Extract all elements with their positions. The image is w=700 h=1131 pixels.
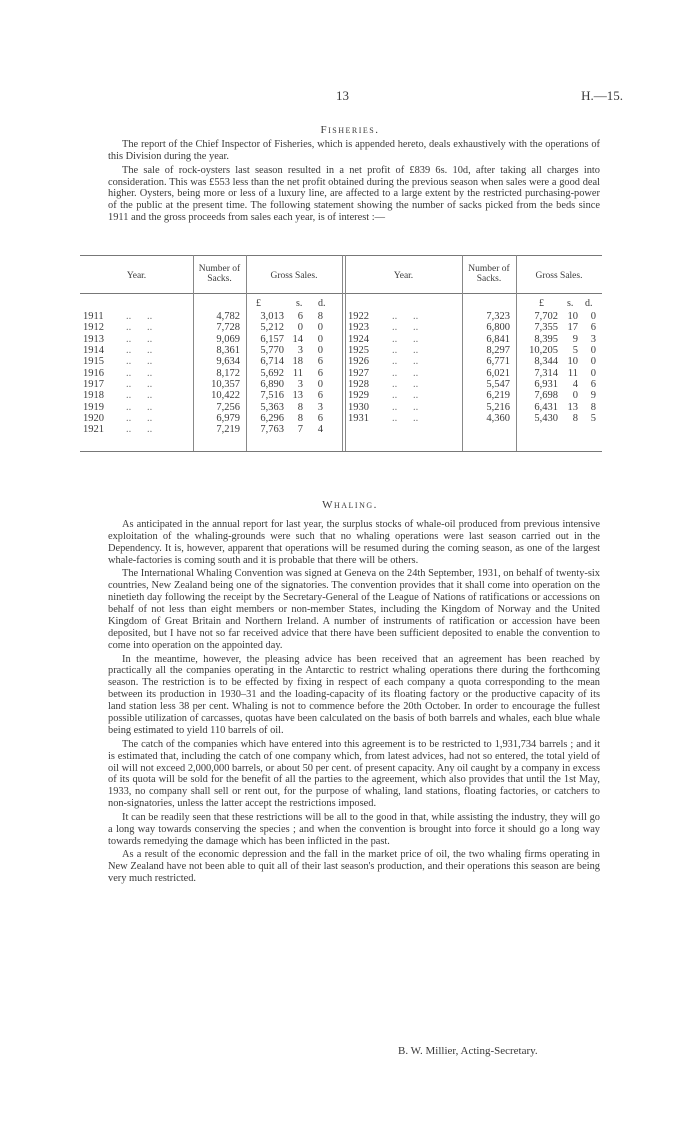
table-cell-year: 1929 bbox=[348, 390, 369, 402]
leader-dots: .. .. bbox=[392, 413, 419, 425]
table-cell-s: 10 bbox=[567, 311, 578, 322]
table-cell-d: 5 bbox=[590, 413, 596, 425]
header-sacks-line1: Number of bbox=[468, 264, 510, 274]
table-cell-s: 13 bbox=[292, 390, 303, 402]
leader-dots: .. .. bbox=[126, 367, 153, 379]
table-cell-d: 6 bbox=[317, 390, 323, 402]
table-cell-s: 17 bbox=[567, 322, 578, 334]
table-cell-d: 0 bbox=[317, 379, 323, 391]
whaling-paragraph: As anticipated in the annual report for last year, the surplus stocks of whale-oil produced from previous intensive exploitation of the whaling-grounds were such that no whaling operations were last season carried out in the Dependency. It is, however, apparent that operations will be resumed during the coming season, as one of the largest whale-factories is coming south and it is probable that there will be others. bbox=[108, 519, 600, 566]
table-cell-sacks: 6,800 bbox=[486, 322, 510, 334]
left-shillings-column bbox=[288, 311, 303, 436]
table-cell-year: 1915 bbox=[83, 356, 104, 368]
table-divider bbox=[516, 255, 517, 451]
table-cell-s: 6 bbox=[297, 311, 303, 322]
table-cell-l: 7,698 bbox=[534, 390, 558, 402]
fisheries-paragraph: The sale of rock-oysters last season resulted in a net profit of £839 6s. 10d, after taking all charges into consideration. This was £553 less than the net profit obtained during the previous season when sales were a good deal higher. Oysters, being more or less of a luxury line, are affected to a large extent by the restricted purchasing-power of the public at the present time. The following statement showing the number of sacks picked from the beds since 1911 and the gross proceeds from sales each year, is of interest :— bbox=[108, 164, 600, 224]
fisheries-text bbox=[108, 139, 600, 226]
table-header-rule bbox=[80, 293, 602, 294]
table-cell-sacks: 7,323 bbox=[486, 311, 510, 322]
table-cell-d: 4 bbox=[317, 424, 323, 436]
table-cell-sacks: 9,069 bbox=[216, 333, 240, 345]
table-cell-l: 7,763 bbox=[260, 424, 284, 436]
leader-dots: .. .. bbox=[392, 311, 419, 322]
table-cell-d: 9 bbox=[590, 390, 596, 402]
right-shillings-column bbox=[562, 311, 578, 424]
table-cell-sacks: 7,728 bbox=[216, 322, 240, 334]
left-pence-column bbox=[309, 311, 323, 436]
header-sacks-line2: Sacks. bbox=[207, 274, 232, 284]
table-cell-sacks: 7,256 bbox=[216, 401, 240, 413]
table-cell-year: 1925 bbox=[348, 345, 369, 357]
right-pence-column bbox=[582, 311, 596, 424]
table-divider bbox=[246, 255, 247, 451]
table-cell-sacks: 8,297 bbox=[486, 345, 510, 357]
table-cell-l: 6,296 bbox=[260, 413, 284, 425]
table-cell-sacks: 6,219 bbox=[486, 390, 510, 402]
whaling-paragraph: It can be readily seen that these restrictions will be all to the good in that, while assisting the industry, they will go a long way towards conserving the species ; and when the convention is brought into force it should go a long way towards remedying the damage which has been inflicted in the past. bbox=[108, 811, 600, 847]
table-cell-l: 7,314 bbox=[534, 367, 558, 379]
table-cell-l: 6,431 bbox=[534, 401, 558, 413]
whaling-paragraph: The catch of the companies which have entered into this agreement is to be restricted to 1,931,734 barrels ; and it is estimated that, including the catch of one company which, from latest advices, had not so entered, the total yield of oil will not exceed 2,000,000 barrels, or about 50 per cent. of present capacity. Any oil caught by a company in excess of its quota will be sold for the benefit of all the parties to the agreement, which also provides that until the 1st May, 1933, no company shall sell or rent out, for the purpose of whaling, land stations, floating factories, or catchers to non-signatories, unless the latter accept the restrictions imposed. bbox=[108, 738, 600, 810]
table-cell-d: 0 bbox=[317, 333, 323, 345]
signature: B. W. Millier, Acting-Secretary. bbox=[398, 1045, 538, 1057]
table-cell-sacks: 7,219 bbox=[216, 424, 240, 436]
whaling-paragraph: As a result of the economic depression and the fall in the market price of oil, the two whaling firms operating in New Zealand have not been able to quit all of their last season's production, and their operations this season are being very much restricted. bbox=[108, 849, 600, 885]
leader-dots: .. .. bbox=[392, 379, 419, 391]
unit-pence: d. bbox=[318, 298, 326, 309]
table-cell-s: 0 bbox=[572, 390, 578, 402]
table-cell-s: 8 bbox=[297, 413, 303, 425]
table-bottom-rule bbox=[80, 451, 602, 452]
fisheries-heading: Fisheries. bbox=[320, 124, 380, 136]
table-cell-l: 8,344 bbox=[534, 356, 558, 368]
table-cell-s: 5 bbox=[572, 345, 578, 357]
header-year: Year. bbox=[126, 271, 147, 281]
document-reference: H.—15. bbox=[581, 88, 623, 103]
table-cell-d: 0 bbox=[590, 367, 596, 379]
table-cell-year: 1911 bbox=[83, 311, 104, 322]
leader-dots: .. .. bbox=[126, 311, 153, 322]
table-top-rule bbox=[80, 255, 602, 256]
left-sacks-column bbox=[196, 311, 240, 436]
leader-dots: .. .. bbox=[392, 333, 419, 345]
table-cell-sacks: 4,782 bbox=[216, 311, 240, 322]
fisheries-paragraph: The report of the Chief Inspector of Fisheries, which is appended hereto, deals exhaustively with the operations of this Division during the year. bbox=[108, 139, 600, 162]
table-cell-sacks: 9,634 bbox=[216, 356, 240, 368]
table-cell-s: 0 bbox=[297, 322, 303, 334]
leader-dots: .. .. bbox=[392, 401, 419, 413]
table-cell-year: 1922 bbox=[348, 311, 369, 322]
table-cell-s: 8 bbox=[572, 413, 578, 425]
leader-dots: .. .. bbox=[392, 322, 419, 334]
table-cell-l: 5,212 bbox=[260, 322, 284, 334]
table-cell-l: 3,013 bbox=[260, 311, 284, 322]
table-cell-s: 18 bbox=[292, 356, 303, 368]
table-cell-s: 7 bbox=[297, 424, 303, 436]
table-divider bbox=[462, 255, 463, 451]
leader-dots: .. .. bbox=[126, 379, 153, 391]
leader-dots: .. .. bbox=[392, 356, 419, 368]
table-cell-year: 1919 bbox=[83, 401, 104, 413]
table-cell-d: 8 bbox=[590, 401, 596, 413]
table-cell-sacks: 8,361 bbox=[216, 345, 240, 357]
table-cell-l: 6,157 bbox=[260, 333, 284, 345]
table-cell-d: 0 bbox=[317, 345, 323, 357]
table-cell-d: 3 bbox=[317, 401, 323, 413]
table-cell-year: 1920 bbox=[83, 413, 104, 425]
table-cell-s: 10 bbox=[567, 356, 578, 368]
leader-dots: .. .. bbox=[126, 345, 153, 357]
table-cell-year: 1927 bbox=[348, 367, 369, 379]
leader-dots: .. .. bbox=[126, 424, 153, 436]
header-sacks-line2: Sacks. bbox=[476, 274, 502, 284]
table-cell-year: 1930 bbox=[348, 401, 369, 413]
table-cell-year: 1926 bbox=[348, 356, 369, 368]
table-cell-sacks: 6,771 bbox=[486, 356, 510, 368]
table-cell-sacks: 6,841 bbox=[486, 333, 510, 345]
left-pounds-column bbox=[248, 311, 284, 436]
leader-dots: .. .. bbox=[392, 367, 419, 379]
table-cell-s: 3 bbox=[297, 379, 303, 391]
table-cell-year: 1916 bbox=[83, 367, 104, 379]
table-cell-l: 5,430 bbox=[534, 413, 558, 425]
header-sacks-line1: Number of bbox=[198, 264, 241, 274]
right-sacks-column bbox=[466, 311, 510, 424]
right-pounds-column bbox=[518, 311, 558, 424]
left-leader-column bbox=[126, 311, 188, 436]
table-cell-l: 5,692 bbox=[260, 367, 284, 379]
table-cell-s: 13 bbox=[567, 401, 578, 413]
table-cell-sacks: 10,357 bbox=[211, 379, 240, 391]
leader-dots: .. .. bbox=[126, 333, 153, 345]
table-cell-d: 6 bbox=[317, 356, 323, 368]
whaling-paragraph: The International Whaling Convention was signed at Geneva on the 24th September, 1931, on behalf of twenty-six countries, New Zealand being one of the signatories. The convention provides that it shall come into operation on the ninetieth day following the receipt by the Secretary-General of the League of Nations of ratifications or accessions on behalf of not less than eight members or non-member States, including the Kingdom of Norway and the United Kingdom of Great Britain and Northern Ireland. A number of instruments of ratification or accession have been deposited, but I have not so far received advice that there have been sufficient deposited to enable the convention to come into operation on the appointed day. bbox=[108, 568, 600, 651]
table-cell-year: 1913 bbox=[83, 333, 104, 345]
table-cell-sacks: 6,021 bbox=[486, 367, 510, 379]
table-cell-year: 1918 bbox=[83, 390, 104, 402]
unit-pounds: £ bbox=[539, 298, 544, 309]
table-cell-l: 5,363 bbox=[260, 401, 284, 413]
whaling-heading: Whaling. bbox=[322, 499, 378, 511]
table-cell-sacks: 8,172 bbox=[216, 367, 240, 379]
table-cell-d: 6 bbox=[590, 379, 596, 391]
table-cell-d: 0 bbox=[590, 311, 596, 322]
table-cell-s: 3 bbox=[297, 345, 303, 357]
header-gross-sales: Gross Sales. bbox=[535, 271, 583, 281]
leader-dots: .. .. bbox=[126, 401, 153, 413]
unit-shillings: s. bbox=[296, 298, 303, 309]
unit-pence: d. bbox=[585, 298, 593, 309]
table-cell-d: 0 bbox=[317, 322, 323, 334]
table-cell-year: 1924 bbox=[348, 333, 369, 345]
table-cell-l: 6,714 bbox=[260, 356, 284, 368]
right-leader-column bbox=[392, 311, 458, 424]
left-year-column bbox=[83, 311, 123, 436]
table-cell-d: 6 bbox=[317, 413, 323, 425]
right-year-column bbox=[348, 311, 388, 424]
table-cell-l: 5,770 bbox=[260, 345, 284, 357]
table-cell-year: 1917 bbox=[83, 379, 104, 391]
table-cell-l: 10,205 bbox=[529, 345, 558, 357]
table-cell-d: 6 bbox=[317, 367, 323, 379]
oyster-sales-table bbox=[80, 255, 602, 452]
table-cell-l: 7,355 bbox=[534, 322, 558, 334]
table-cell-year: 1912 bbox=[83, 322, 104, 334]
whaling-text bbox=[108, 519, 600, 887]
page-number: 13 bbox=[336, 88, 349, 103]
unit-pounds: £ bbox=[256, 298, 261, 309]
table-cell-year: 1921 bbox=[83, 424, 104, 436]
table-cell-l: 7,702 bbox=[534, 311, 558, 322]
header-sacks bbox=[193, 264, 246, 284]
table-cell-sacks: 4,360 bbox=[486, 413, 510, 425]
table-cell-sacks: 5,216 bbox=[486, 401, 510, 413]
table-divider bbox=[345, 255, 346, 451]
table-cell-year: 1928 bbox=[348, 379, 369, 391]
table-cell-year: 1923 bbox=[348, 322, 369, 334]
table-cell-l: 7,516 bbox=[260, 390, 284, 402]
table-cell-l: 6,890 bbox=[260, 379, 284, 391]
header-gross-sales: Gross Sales. bbox=[270, 271, 318, 281]
table-cell-sacks: 10,422 bbox=[211, 390, 240, 402]
table-divider bbox=[193, 255, 194, 451]
table-cell-d: 0 bbox=[590, 345, 596, 357]
table-cell-year: 1931 bbox=[348, 413, 369, 425]
table-cell-d: 6 bbox=[590, 322, 596, 334]
leader-dots: .. .. bbox=[126, 390, 153, 402]
table-cell-d: 3 bbox=[590, 333, 596, 345]
table-cell-l: 8,395 bbox=[534, 333, 558, 345]
table-cell-l: 6,931 bbox=[534, 379, 558, 391]
leader-dots: .. .. bbox=[126, 322, 153, 334]
table-cell-s: 11 bbox=[567, 367, 578, 379]
table-cell-sacks: 5,547 bbox=[486, 379, 510, 391]
table-cell-s: 4 bbox=[572, 379, 578, 391]
header-year: Year. bbox=[393, 271, 414, 281]
table-cell-s: 14 bbox=[292, 333, 303, 345]
leader-dots: .. .. bbox=[392, 345, 419, 357]
table-divider bbox=[342, 255, 343, 451]
leader-dots: .. .. bbox=[392, 390, 419, 402]
unit-shillings: s. bbox=[567, 298, 574, 309]
table-cell-sacks: 6,979 bbox=[216, 413, 240, 425]
table-cell-year: 1914 bbox=[83, 345, 104, 357]
table-cell-s: 11 bbox=[292, 367, 303, 379]
leader-dots: .. .. bbox=[126, 356, 153, 368]
header-sacks bbox=[462, 264, 516, 284]
leader-dots: .. .. bbox=[126, 413, 153, 425]
table-cell-s: 9 bbox=[572, 333, 578, 345]
table-cell-d: 0 bbox=[590, 356, 596, 368]
whaling-paragraph: In the meantime, however, the pleasing advice has been received that an agreement has been reached by practically all the companies operating in the Antarctic to restrict whaling operations there during the forthcoming season. The restriction is to be effected by fixing in respect of each company a quota corresponding to the mean between its production in 1930–31 and the loading-capacity of its floating factory or the productive capacity of its land station less 38 per cent. Whaling is not to commence before the 20th October. In order to encourage the fullest possible utilization of carcasses, quotas have been calculated on the basis of both barrels and whales, each blue whale being estimated to yield 110 barrels of oil. bbox=[108, 653, 600, 736]
table-cell-d: 8 bbox=[317, 311, 323, 322]
table-cell-s: 8 bbox=[297, 401, 303, 413]
